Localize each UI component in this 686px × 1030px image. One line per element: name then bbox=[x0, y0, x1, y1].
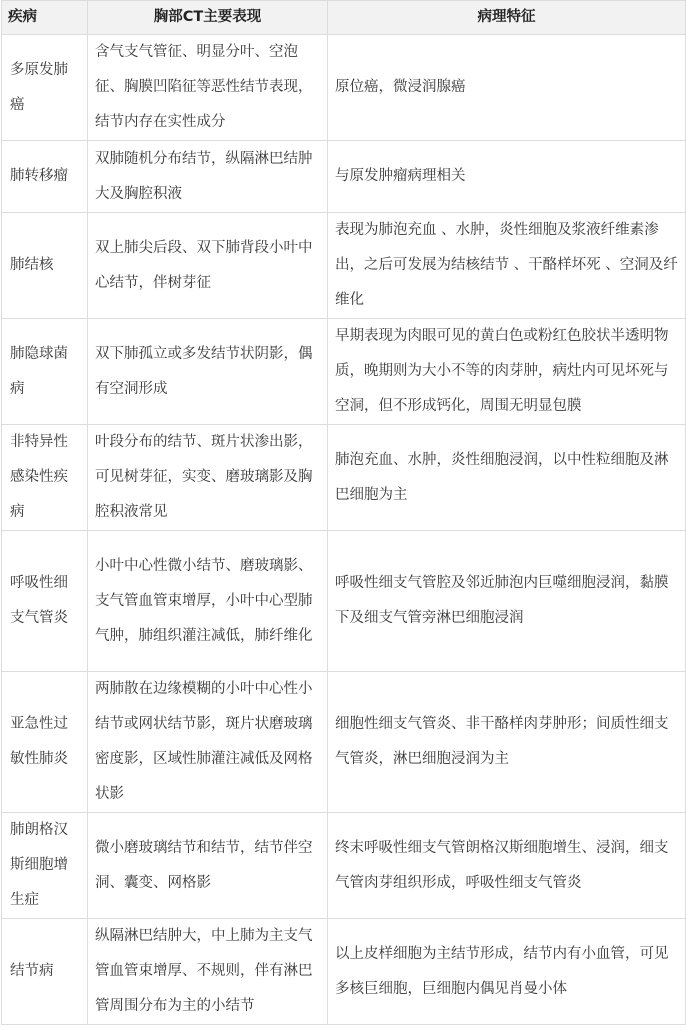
pathology-cell: 原位癌，微浸润腺癌 bbox=[328, 35, 686, 141]
table-row bbox=[2, 919, 686, 1025]
pathology-cell: 早期表现为肉眼可见的黄白色或粉红色胶状半透明物质，晚期则为大小不等的肉芽肿，病灶内可见坏死与空洞，但不形成钙化，周围无明显包膜 bbox=[328, 319, 686, 425]
table-row bbox=[2, 813, 686, 919]
disease-cell: 亚急性过敏性肺炎 bbox=[2, 672, 88, 813]
pathology-cell: 肺泡充血、水肿，炎性细胞浸润，以中性粒细胞及淋巴细胞为主 bbox=[328, 425, 686, 531]
disease-cell: 非特异性感染性疾病 bbox=[2, 425, 88, 531]
pathology-cell: 表现为肺泡充血 、水肿，炎性细胞及浆液纤维素渗出，之后可发展为结核结节 、干酪样坏死 、空洞及纤维化 bbox=[328, 213, 686, 319]
disease-cell: 肺转移瘤 bbox=[2, 141, 88, 213]
disease-cell: 结节病 bbox=[2, 919, 88, 1025]
pathology-cell: 细胞性细支气管炎、非干酪样肉芽肿形；间质性细支气管炎，淋巴细胞浸润为主 bbox=[328, 672, 686, 813]
ct-cell: 小叶中心性微小结节、磨玻璃影、支气管血管束增厚，小叶中心型肺气肿，肺组织灌注减低，肺纤维化 bbox=[88, 531, 328, 672]
table-row bbox=[2, 141, 686, 213]
table-row bbox=[2, 425, 686, 531]
ct-cell: 双下肺孤立或多发结节状阴影，偶有空洞形成 bbox=[88, 319, 328, 425]
ct-cell: 叶段分布的结节、斑片状渗出影，可见树芽征，实变、磨玻璃影及胸腔积液常见 bbox=[88, 425, 328, 531]
pathology-cell: 与原发肿瘤病理相关 bbox=[328, 141, 686, 213]
disease-cell: 肺朗格汉斯细胞增生症 bbox=[2, 813, 88, 919]
header-pathology: 病理特征 bbox=[328, 1, 686, 35]
table-row bbox=[2, 531, 686, 672]
pathology-cell: 呼吸性细支气管腔及邻近肺泡内巨噬细胞浸润，黏膜下及细支气管旁淋巴细胞浸润 bbox=[328, 531, 686, 672]
header-disease: 疾病 bbox=[2, 1, 88, 35]
table-row bbox=[2, 213, 686, 319]
table-row bbox=[2, 319, 686, 425]
disease-cell: 肺隐球菌病 bbox=[2, 319, 88, 425]
table-row bbox=[2, 672, 686, 813]
ct-cell: 双上肺尖后段、双下肺背段小叶中心结节，伴树芽征 bbox=[88, 213, 328, 319]
ct-cell: 含气支气管征、明显分叶、空泡征、胸膜凹陷征等恶性结节表现，结节内存在实性成分 bbox=[88, 35, 328, 141]
ct-cell: 双肺随机分布结节，纵隔淋巴结肿大及胸腔积液 bbox=[88, 141, 328, 213]
ct-cell: 微小磨玻璃结节和结节，结节伴空洞、囊变、网格影 bbox=[88, 813, 328, 919]
table-row bbox=[2, 35, 686, 141]
header-ct: 胸部CT主要表现 bbox=[88, 1, 328, 35]
ct-cell: 两肺散在边缘模糊的小叶中心性小结节或网状结节影，斑片状磨玻璃密度影，区域性肺灌注减低及网格状影 bbox=[88, 672, 328, 813]
disease-cell: 多原发肺癌 bbox=[2, 35, 88, 141]
header-row bbox=[2, 1, 686, 35]
disease-cell: 呼吸性细支气管炎 bbox=[2, 531, 88, 672]
pathology-cell: 以上皮样细胞为主结节形成，结节内有小血管，可见多核巨细胞，巨细胞内偶见肖曼小体 bbox=[328, 919, 686, 1025]
disease-cell: 肺结核 bbox=[2, 213, 88, 319]
pathology-cell: 终末呼吸性细支气管朗格汉斯细胞增生、浸润，细支气管肉芽组织形成，呼吸性细支气管炎 bbox=[328, 813, 686, 919]
ct-cell: 纵隔淋巴结肿大，中上肺为主支气管血管束增厚、不规则，伴有淋巴管周围分布为主的小结节 bbox=[88, 919, 328, 1025]
disease-table bbox=[1, 0, 686, 1025]
